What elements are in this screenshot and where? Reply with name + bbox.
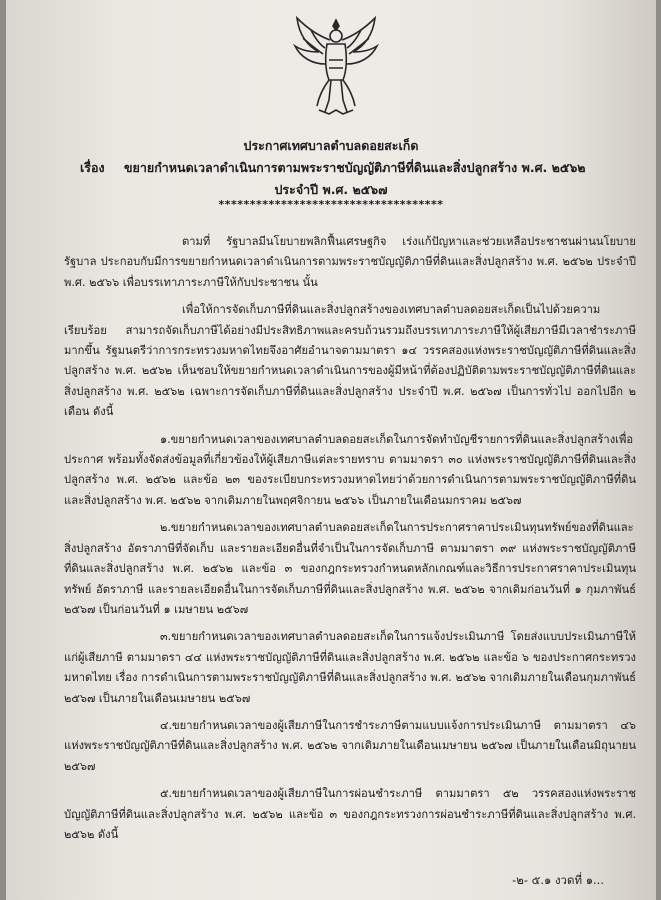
- paragraph-item-3: ๓.ขยายกำหนดเวลาของเทศบาลตำบลดอยสะเก็ดในการแจ้งประเมินภาษี โดยส่งแบบประเมินภาษีให้แก่ผู้เสียภาษี ตามมาตรา ๔๔ แห่งพระราชบัญญัติภาษีที่ดินและสิ่งปลูกสร้าง พ.ศ. ๒๕๖๒ และข้อ ๖ ของประกาศกระทรวงมหาดไทย เรื่อง การดำเนินการตามพระราชบัญญัติภาษีที่ดินและสิ่งปลูกสร้าง พ.ศ. ๒๕๖๒ จากเดิมภายในเดือนกุมภาพันธ์ ๒๕๖๗ เป็นภายในเดือนเมษายน ๒๕๖๗: [64, 630, 636, 705]
- page-continuation: -๒- ๕.๑ งวดที่ ๑...: [512, 873, 604, 887]
- fiscal-year: ประจำปี พ.ศ. ๒๕๖๗: [274, 182, 388, 197]
- subject-label: เรื่อง: [80, 160, 105, 175]
- subject-text: ขยายกำหนดเวลาดำเนินการตามพระราชบัญญัติภาษีที่ดินและสิ่งปลูกสร้าง พ.ศ. ๒๕๖๒: [124, 160, 586, 175]
- separator-line: ************************************: [218, 198, 444, 211]
- paragraph-item-5: ๕.ขยายกำหนดเวลาของผู้เสียภาษีในการผ่อนชำระภาษี ตามมาตรา ๕๒ วรรคสองแห่งพระราชบัญญัติภาษีที่ดินและสิ่งปลูกสร้าง พ.ศ. ๒๕๖๒ และข้อ ๓ ของกฎกระทรวงการผ่อนชำระภาษีที่ดินและสิ่งปลูกสร้าง พ.ศ. ๒๕๖๒ ดังนี้: [64, 787, 636, 841]
- paragraph-item-2: ๒.ขยายกำหนดเวลาของเทศบาลตำบลดอยสะเก็ดในการประกาศราคาประเมินทุนทรัพย์ของที่ดินและสิ่งปลูกสร้าง อัตราภาษีที่จัดเก็บ และรายละเอียดอื่นที่จำเป็นในการจัดเก็บภาษี ตามมาตรา ๓๙ แห่งพระราชบัญญัติภาษีที่ดินและสิ่งปลูกสร้าง พ.ศ. ๒๕๖๒ และข้อ ๓ ของกฎกระทรวงกำหนดหลักเกณฑ์และวิธีการประกาศราคาประเมินทุนทรัพย์ อัตราภาษี และรายละเอียดอื่นในการจัดเก็บภาษีที่ดินและสิ่งปลูกสร้าง พ.ศ. ๒๕๖๒ จากเดิมก่อนวันที่ ๑ กุมภาพันธ์ ๒๕๖๗ เป็นก่อนวันที่ ๑ เมษายน ๒๕๖๗: [64, 521, 636, 616]
- announcement-title: ประกาศเทศบาลตำบลดอยสะเก็ด: [243, 138, 419, 153]
- subject-line: [80, 158, 640, 178]
- paragraph-intro: ตามที่ รัฐบาลมีนโยบายพลิกฟื้นเศรษฐกิจ เร่งแก้ปัญหาและช่วยเหลือประชาชนผ่านนโยบายรัฐบาล ประกอบกับมีการขยายกำหนดเวลาดำเนินการตามพระราชบัญญัติภาษีที่ดินและสิ่งปลูกสร้าง พ.ศ. ๒๕๖๒ ประจำปี พ.ศ. ๒๕๖๖ เพื่อบรรเทาภาระภาษีให้กับประชาชน นั้น: [64, 235, 636, 289]
- document-body: [64, 232, 636, 852]
- paragraph-purpose: เพื่อให้การจัดเก็บภาษีที่ดินและสิ่งปลูกสร้างของเทศบาลตำบลดอยสะเก็ดเป็นไปด้วยความเรียบร้อย สามารถจัดเก็บภาษีได้อย่างมีประสิทธิภาพและครบถ้วนรวมถึงบรรเทาภาระภาษีให้ผู้เสียภาษีมีเวลาชำระภาษีมากขึ้น รัฐมนตรีว่าการกระทรวงมหาดไทยจึงอาศัยอำนาจตามมาตรา ๑๔ วรรคสองแห่งพระราชบัญญัติภาษีที่ดินและสิ่งปลูกสร้าง พ.ศ. ๒๕๖๒ เห็นชอบให้ขยายกำหนดเวลาดำเนินการของผู้มีหน้าที่ต้องปฏิบัติตามพระราชบัญญัติภาษีที่ดินและสิ่งปลูกสร้าง พ.ศ. ๒๕๖๒ เฉพาะการจัดเก็บภาษีที่ดินและสิ่งปลูกสร้าง ประจำปี พ.ศ. ๒๕๖๗ เป็นการทั่วไป ออกไปอีก ๒ เดือน ดังนี้: [64, 303, 636, 419]
- paragraph-item-1: ๑.ขยายกำหนดเวลาของเทศบาลตำบลดอยสะเก็ดในการจัดทำบัญชีรายการที่ดินและสิ่งปลูกสร้างเพื่อประกาศ พร้อมทั้งจัดส่งข้อมูลที่เกี่ยวข้องให้ผู้เสียภาษีแต่ละรายทราบ ตามมาตรา ๓๐ แห่งพระราชบัญญัติภาษีที่ดินและสิ่งปลูกสร้าง พ.ศ. ๒๕๖๒ และข้อ ๒๓ ของระเบียบกระทรวงมหาดไทยว่าด้วยการดำเนินการตามพระราชบัญญัติภาษีที่ดินและสิ่งปลูกสร้าง พ.ศ. ๒๕๖๒ จากเดิมภายในพฤศจิกายน ๒๕๖๖ เป็นภายในเดือนมกราคม ๒๕๖๗: [64, 432, 636, 507]
- paragraph-item-4: ๔.ขยายกำหนดเวลาของผู้เสียภาษีในการชำระภาษีตามแบบแจ้งการประเมินภาษี ตามมาตรา ๔๖ แห่งพระราชบัญญัติภาษีที่ดินและสิ่งปลูกสร้าง พ.ศ. ๒๕๖๒ จากเดิมภายในเดือนเมษายน ๒๕๖๗ เป็นภายในเดือนมิถุนายน ๒๕๖๗: [64, 718, 636, 773]
- garuda-emblem-icon: [289, 14, 383, 118]
- document-page: [6, 0, 656, 900]
